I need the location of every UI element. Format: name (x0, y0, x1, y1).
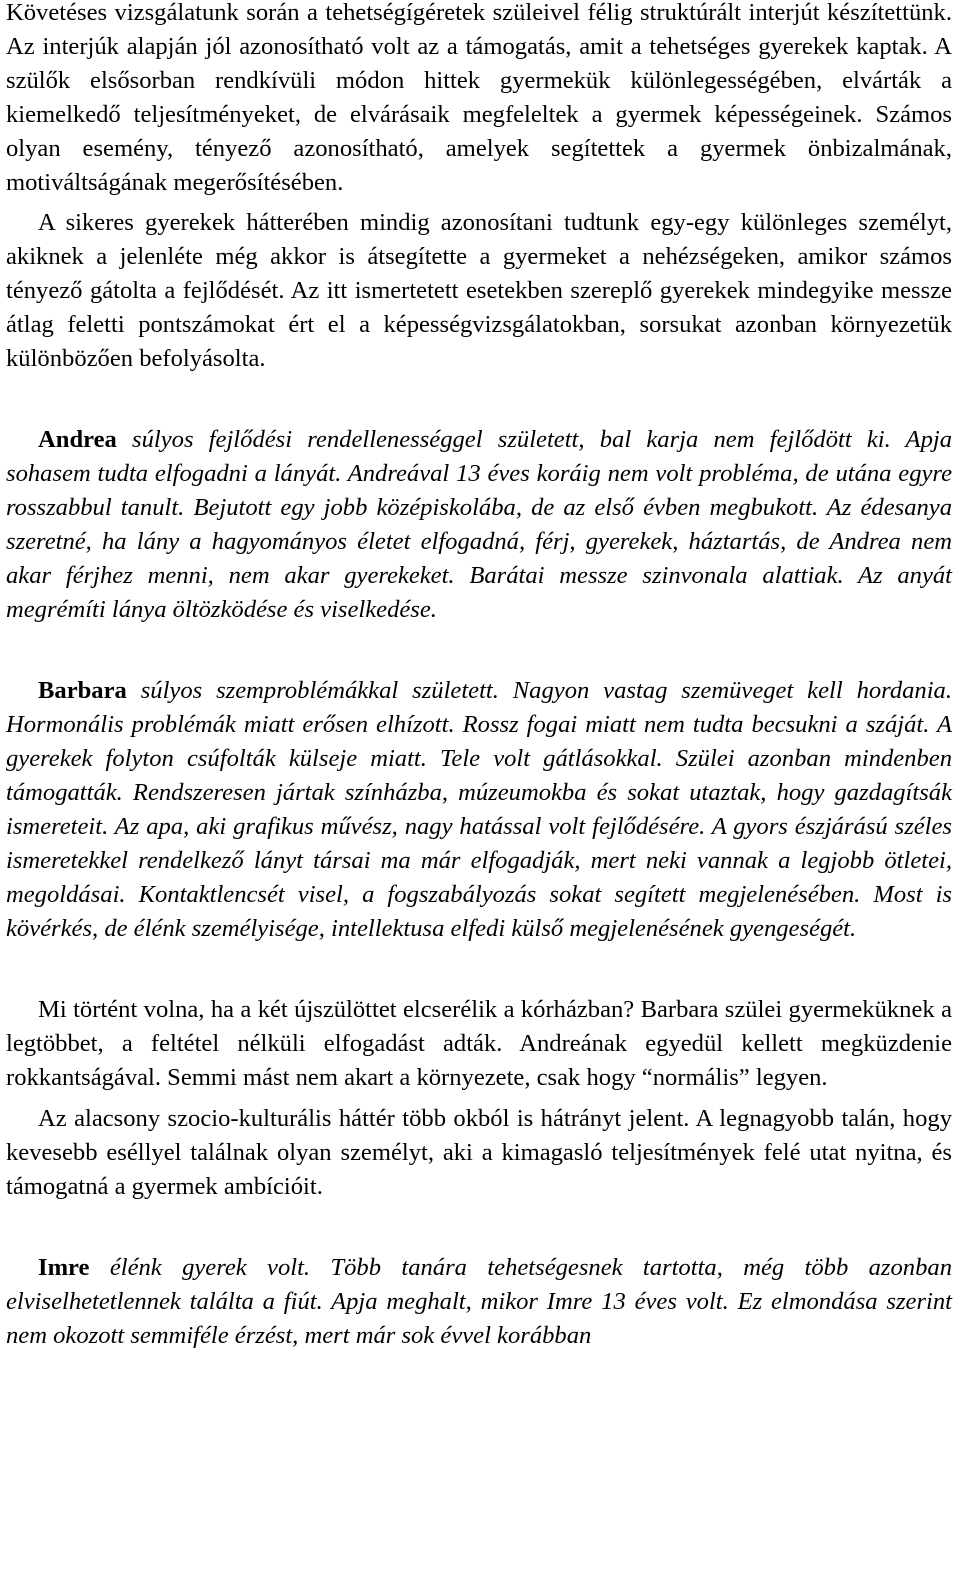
andrea-text: súlyos fejlődési rendellenességgel született, bal karja nem fejlődött ki. Apja sohasem tudta elfogadni a lányát. Andreával 13 éves koráig nem volt probléma, de utána egyre rosszabbul tanult. Bejutott egy jobb középiskolába, de az első évben megbukott. Az édesanya szeretné, ha lány a hagyományos életet elfogadná, férj, gyerekek, háztartás, de Andrea nem akar férjhez menni, nem akar gyerekeket. Barátai messze szinvonala alattiak. Az anyát megrémíti lánya öltözködése és viselkedése. (6, 426, 952, 623)
support-paragraph: A sikeres gyerekek hátterében mindig azonosítani tudtunk egy-egy különleges személyt, akiknek a jelenléte még akkor is átsegítette a gyermeket a nehézségeken, amikor számos tényező gátolta a fejlődését. Az itt ismertetett esetekben szereplő gyerekek mindegyike messze átlag feletti pontszámokat ért el a képességvizsgálatokban, sorsukat azonban környezetük különbözően befolyásolta. (6, 209, 952, 372)
barbara-case-paragraph (6, 674, 952, 946)
comparison-paragraph: Mi történt volna, ha a két újszülöttet elcserélik a kórházban? Barbara szülei gyermeküknek a legtöbbet, a feltétel nélküli elfogadást adták. Andreának egyedül kellett megküzdenie rokkantságával. Semmi mást nem akart a környezete, csak hogy “normális” legyen. (6, 996, 952, 1091)
imre-text: élénk gyerek volt. Több tanára tehetségesnek tartotta, még több azonban elviselhetetlennek találta a fiút. Apja meghalt, mikor Imre 13 éves volt. Ez elmondása szerint nem okozott semmiféle érzést, mert már sok évvel korábban (6, 1254, 952, 1349)
sociocultural-paragraph: Az alacsony szocio-kulturális háttér több okból is hátrányt jelent. A legnagyobb talán, hogy kevesebb eséllyel találnak olyan személyt, aki a kimagasló teljesítmények felé utat nyitna, és támogatná a gyermek ambícióit. (6, 1105, 952, 1200)
imre-case-paragraph (6, 1251, 952, 1353)
andrea-case-paragraph (6, 423, 952, 627)
barbara-text: súlyos szemproblémákkal született. Nagyon vastag szemüveget kell hordania. Hormonális problémák miatt erősen elhízott. Rossz fogai miatt nem tudta becsukni a száját. A gyerekek folyton csúfolták külseje miatt. Tele volt gátlásokkal. Szülei azonban mindenben támogatták. Rendszeresen jártak színházba, múzeumokba és sokat utaztak, hogy gazdagítsák ismereteit. Az apa, aki grafikus művész, nagy hatással volt fejlődésére. A gyors észjárású széles ismeretekkel rendelkező lányt társai ma már elfogadják, mert neki vannak a legjobb ötletei, megoldásai. Kontaktlencsét visel, a fogszabályozás sokat segített megjelenésében. Most is kövérkés, de élénk személyisége, intellektusa elfedi külső megjelenésének gyengeségét. (6, 677, 952, 942)
intro-paragraph: Követéses vizsgálatunk során a tehetségígéretek szüleivel félig struktúrált interjút készítettünk. Az interjúk alapján jól azonosítható volt az a támogatás, amit a tehetséges gyerekek kaptak. A szülők elsősorban rendkívüli módon hittek gyermekük különlegességében, elvárták a kiemelkedő teljesítményeket, de elvárásaik megfeleltek a gyermek képességeinek. Számos olyan esemény, tényező azonosítható, amelyek segítettek a gyermek önbizalmának, motiváltságának megerősítésében. (6, 0, 952, 196)
imre-name: Imre (38, 1254, 90, 1281)
andrea-name: Andrea (38, 426, 117, 453)
barbara-name: Barbara (38, 677, 127, 704)
